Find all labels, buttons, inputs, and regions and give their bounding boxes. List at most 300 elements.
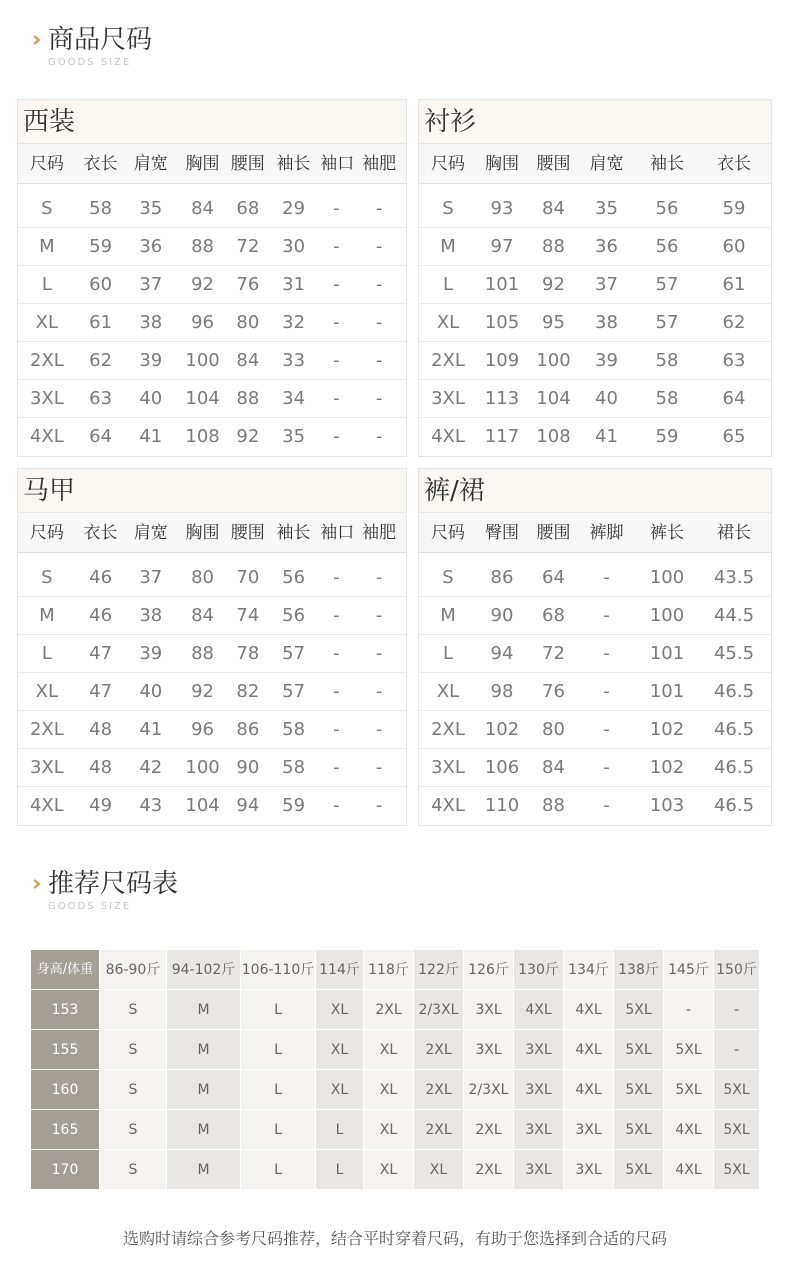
table-cell: 104 bbox=[536, 388, 571, 409]
size-table-pants-skirt bbox=[418, 468, 772, 826]
column-header: 肩宽 bbox=[133, 523, 168, 543]
table-cell: - bbox=[333, 274, 340, 295]
size-cell: 4XL bbox=[664, 1150, 714, 1190]
table-cell: - bbox=[375, 757, 383, 778]
column-header: 臀围 bbox=[485, 523, 519, 543]
table-cell: 100 bbox=[649, 567, 685, 588]
table-cell: - bbox=[603, 719, 610, 740]
table-cell: - bbox=[333, 795, 340, 816]
table-cell: 113 bbox=[484, 388, 520, 409]
table-cell: 68 bbox=[236, 198, 260, 219]
table-cell: 49 bbox=[89, 795, 113, 816]
table-cell: 41 bbox=[595, 426, 618, 447]
size-cell: 2XL bbox=[414, 1070, 464, 1110]
table-cell: 84 bbox=[542, 198, 565, 219]
table-cell: 35 bbox=[595, 198, 618, 219]
table-cell: 30 bbox=[282, 236, 306, 257]
size-cell: 5XL bbox=[664, 1030, 714, 1070]
table-cell: 101 bbox=[649, 643, 685, 664]
table-cell: - bbox=[333, 719, 340, 740]
table-cell: 56 bbox=[282, 567, 306, 588]
table-cell: - bbox=[603, 681, 610, 702]
height-header: 155 bbox=[31, 1030, 100, 1070]
column-header: 裤长 bbox=[650, 523, 684, 543]
column-header: 尺码 bbox=[29, 154, 64, 174]
table-cell: 104 bbox=[185, 795, 220, 816]
size-cell: - bbox=[714, 1030, 760, 1070]
table-cell: 29 bbox=[282, 198, 306, 219]
size-cell: M bbox=[167, 1030, 241, 1070]
table-cell: 92 bbox=[191, 681, 214, 702]
size-cell: XL bbox=[316, 990, 364, 1030]
table-cell: 90 bbox=[490, 605, 514, 626]
table-cell: - bbox=[375, 388, 383, 409]
table-header-row bbox=[18, 144, 406, 184]
column-header: 袖肥 bbox=[362, 523, 397, 543]
size-cell: XL bbox=[316, 1070, 364, 1110]
table-cell: 38 bbox=[139, 605, 163, 626]
table-cell: 57 bbox=[655, 312, 679, 333]
table-row bbox=[419, 597, 771, 635]
table-cell: M bbox=[440, 236, 456, 257]
table-cell: XL bbox=[35, 681, 59, 702]
table-cell: 97 bbox=[490, 236, 514, 257]
table-cell: 68 bbox=[542, 605, 565, 626]
table-cell: 39 bbox=[139, 350, 163, 371]
section-subtitle: GOODS SIZE bbox=[48, 57, 132, 68]
table-cell: 96 bbox=[191, 312, 214, 333]
size-cell: 4XL bbox=[664, 1110, 714, 1150]
table-cell: 64 bbox=[722, 388, 746, 409]
table-row bbox=[419, 673, 771, 711]
chevron-right-icon bbox=[30, 877, 44, 891]
table-cell: 43.5 bbox=[713, 567, 755, 588]
table-cell: S bbox=[442, 198, 454, 219]
size-cell: 5XL bbox=[714, 1070, 760, 1110]
height-header: 153 bbox=[31, 990, 100, 1030]
table-cell: 35 bbox=[282, 426, 306, 447]
table-cell: 48 bbox=[89, 757, 113, 778]
table-cell: 58 bbox=[282, 719, 306, 740]
table-row bbox=[18, 787, 406, 825]
table-row bbox=[18, 266, 406, 304]
column-header: 肩宽 bbox=[589, 154, 624, 174]
table-cell: - bbox=[603, 795, 610, 816]
column-header: 胸围 bbox=[485, 154, 519, 174]
table-title: 衬衫 bbox=[419, 100, 771, 144]
size-cell: S bbox=[100, 1150, 167, 1190]
table-cell: S bbox=[41, 567, 53, 588]
size-cell: 3XL bbox=[514, 1030, 564, 1070]
table-cell: 59 bbox=[89, 236, 113, 257]
table-cell: 88 bbox=[236, 388, 260, 409]
table-cell: - bbox=[333, 643, 340, 664]
size-cell: S bbox=[100, 990, 167, 1030]
table-row bbox=[419, 190, 771, 228]
table-cell: 63 bbox=[89, 388, 113, 409]
table-cell: 102 bbox=[649, 719, 685, 740]
table-body bbox=[18, 184, 406, 456]
weight-header: 118斤 bbox=[364, 950, 414, 990]
table-cell: 48 bbox=[89, 719, 113, 740]
weight-header: 150斤 bbox=[714, 950, 760, 990]
recommend-size-table bbox=[31, 950, 760, 1190]
size-cell: XL bbox=[364, 1150, 414, 1190]
table-cell: - bbox=[333, 681, 340, 702]
table-cell: 100 bbox=[536, 350, 571, 371]
column-header: 袖肥 bbox=[362, 154, 397, 174]
table-row bbox=[419, 749, 771, 787]
size-cell: 3XL bbox=[514, 1150, 564, 1190]
table-cell: 108 bbox=[536, 426, 571, 447]
weight-header: 86-90斤 bbox=[100, 950, 167, 990]
table-cell: 4XL bbox=[29, 795, 64, 816]
table-cell: - bbox=[375, 567, 383, 588]
table-cell: 88 bbox=[191, 236, 214, 257]
column-header: 尺码 bbox=[431, 154, 465, 174]
weight-header: 145斤 bbox=[664, 950, 714, 990]
table-cell: 78 bbox=[236, 643, 260, 664]
table-cell: 60 bbox=[722, 236, 746, 257]
size-cell: L bbox=[241, 1110, 316, 1150]
table-cell: 57 bbox=[655, 274, 679, 295]
table-cell: - bbox=[375, 795, 383, 816]
table-row bbox=[419, 380, 771, 418]
table-cell: 102 bbox=[649, 757, 685, 778]
column-header: 腰围 bbox=[536, 154, 571, 174]
size-cell: XL bbox=[364, 1070, 414, 1110]
table-cell: - bbox=[333, 426, 340, 447]
size-cell: 3XL bbox=[514, 1070, 564, 1110]
size-cell: XL bbox=[364, 1030, 414, 1070]
weight-header: 114斤 bbox=[316, 950, 364, 990]
size-cell: XL bbox=[414, 1150, 464, 1190]
table-cell: 74 bbox=[236, 605, 260, 626]
table-title: 马甲 bbox=[18, 469, 406, 513]
section-title: 推荐尺码表 bbox=[48, 869, 179, 899]
recommend-row bbox=[31, 1150, 760, 1190]
column-header: 腰围 bbox=[536, 523, 571, 543]
table-cell: 46.5 bbox=[713, 795, 755, 816]
table-cell: - bbox=[603, 605, 610, 626]
weight-header: 138斤 bbox=[614, 950, 664, 990]
table-row bbox=[18, 228, 406, 266]
table-cell: 41 bbox=[139, 426, 163, 447]
table-cell: L bbox=[41, 274, 52, 295]
column-header: 裤脚 bbox=[589, 523, 624, 543]
column-header: 腰围 bbox=[230, 523, 265, 543]
table-row bbox=[18, 673, 406, 711]
table-cell: 95 bbox=[542, 312, 565, 333]
table-cell: 60 bbox=[89, 274, 113, 295]
table-cell: 100 bbox=[185, 350, 220, 371]
table-cell: 40 bbox=[139, 681, 163, 702]
size-cell: 3XL bbox=[564, 1150, 614, 1190]
table-cell: 105 bbox=[484, 312, 520, 333]
table-cell: 46 bbox=[89, 567, 113, 588]
table-cell: 84 bbox=[236, 350, 260, 371]
table-cell: 58 bbox=[89, 198, 113, 219]
table-row bbox=[419, 635, 771, 673]
table-row bbox=[18, 749, 406, 787]
table-cell: 4XL bbox=[431, 426, 465, 447]
table-cell: - bbox=[375, 312, 383, 333]
size-cell: 2/3XL bbox=[414, 990, 464, 1030]
column-header: 袖长 bbox=[650, 154, 684, 174]
table-cell: - bbox=[375, 274, 383, 295]
table-cell: 58 bbox=[655, 350, 679, 371]
size-cell: L bbox=[316, 1110, 364, 1150]
table-cell: 31 bbox=[282, 274, 306, 295]
table-cell: 32 bbox=[282, 312, 306, 333]
table-cell: 104 bbox=[185, 388, 220, 409]
table-cell: - bbox=[375, 198, 383, 219]
table-cell: - bbox=[333, 388, 340, 409]
size-table-vest bbox=[17, 468, 407, 826]
table-cell: 33 bbox=[282, 350, 306, 371]
table-title: 裤/裙 bbox=[419, 469, 771, 513]
size-cell: - bbox=[664, 990, 714, 1030]
table-cell: 64 bbox=[542, 567, 565, 588]
size-cell: 4XL bbox=[564, 1070, 614, 1110]
section-subtitle: GOODS SIZE bbox=[48, 901, 132, 912]
table-cell: 43 bbox=[139, 795, 163, 816]
table-cell: - bbox=[375, 350, 383, 371]
weight-header: 134斤 bbox=[564, 950, 614, 990]
table-cell: 109 bbox=[484, 350, 520, 371]
table-cell: 37 bbox=[139, 567, 163, 588]
size-cell: L bbox=[241, 990, 316, 1030]
size-cell: 5XL bbox=[614, 1150, 664, 1190]
table-cell: - bbox=[333, 350, 340, 371]
column-header: 衣长 bbox=[717, 154, 751, 174]
table-cell: 58 bbox=[655, 388, 679, 409]
table-cell: XL bbox=[436, 312, 460, 333]
table-cell: 88 bbox=[542, 795, 565, 816]
recommend-row bbox=[31, 1110, 760, 1150]
table-cell: 37 bbox=[595, 274, 618, 295]
size-cell: S bbox=[100, 1110, 167, 1150]
table-cell: 56 bbox=[282, 605, 306, 626]
table-cell: M bbox=[39, 605, 55, 626]
column-header: 尺码 bbox=[29, 523, 64, 543]
table-cell: 57 bbox=[282, 643, 306, 664]
size-cell: 2XL bbox=[464, 1110, 514, 1150]
recommend-row bbox=[31, 1030, 760, 1070]
table-cell: - bbox=[333, 567, 340, 588]
table-row bbox=[419, 787, 771, 825]
table-cell: 46.5 bbox=[713, 681, 755, 702]
table-cell: 82 bbox=[236, 681, 260, 702]
size-table-shirt bbox=[418, 99, 772, 457]
table-cell: 106 bbox=[484, 757, 520, 778]
table-cell: 72 bbox=[542, 643, 565, 664]
table-cell: 4XL bbox=[29, 426, 64, 447]
table-cell: 84 bbox=[542, 757, 565, 778]
weight-header: 94-102斤 bbox=[167, 950, 241, 990]
size-cell: 2XL bbox=[364, 990, 414, 1030]
weight-header: 130斤 bbox=[514, 950, 564, 990]
weight-header: 122斤 bbox=[414, 950, 464, 990]
column-header: 袖长 bbox=[276, 154, 311, 174]
table-cell: L bbox=[442, 274, 454, 295]
table-cell: 47 bbox=[89, 681, 113, 702]
table-cell: 70 bbox=[236, 567, 260, 588]
table-cell: 42 bbox=[139, 757, 163, 778]
table-cell: 56 bbox=[655, 198, 679, 219]
column-header: 袖长 bbox=[276, 523, 311, 543]
table-header-row bbox=[18, 513, 406, 553]
table-cell: 38 bbox=[139, 312, 163, 333]
table-cell: 80 bbox=[236, 312, 260, 333]
table-cell: 46.5 bbox=[713, 719, 755, 740]
table-cell: 4XL bbox=[431, 795, 465, 816]
size-cell: S bbox=[100, 1070, 167, 1110]
table-cell: - bbox=[375, 719, 383, 740]
table-cell: S bbox=[442, 567, 454, 588]
column-header: 衣长 bbox=[83, 154, 118, 174]
size-cell: S bbox=[100, 1030, 167, 1070]
table-cell: L bbox=[442, 643, 454, 664]
table-header-row bbox=[419, 144, 771, 184]
table-cell: M bbox=[440, 605, 456, 626]
chevron-right-icon bbox=[30, 33, 44, 47]
table-cell: 94 bbox=[490, 643, 514, 664]
table-cell: 84 bbox=[191, 605, 214, 626]
recommend-row bbox=[31, 990, 760, 1030]
table-cell: 100 bbox=[649, 605, 685, 626]
table-cell: 102 bbox=[484, 719, 520, 740]
size-cell: 3XL bbox=[564, 1110, 614, 1150]
table-cell: 40 bbox=[595, 388, 618, 409]
table-cell: 61 bbox=[722, 274, 746, 295]
table-row bbox=[18, 711, 406, 749]
table-cell: 2XL bbox=[431, 350, 465, 371]
table-cell: 86 bbox=[236, 719, 260, 740]
size-cell: 3XL bbox=[464, 990, 514, 1030]
table-cell: 80 bbox=[191, 567, 214, 588]
table-cell: 93 bbox=[490, 198, 514, 219]
table-row bbox=[419, 266, 771, 304]
table-cell: 64 bbox=[89, 426, 113, 447]
table-cell: 100 bbox=[185, 757, 220, 778]
table-row bbox=[18, 380, 406, 418]
table-cell: 76 bbox=[236, 274, 260, 295]
table-cell: 62 bbox=[722, 312, 746, 333]
table-cell: - bbox=[375, 681, 383, 702]
table-cell: M bbox=[39, 236, 55, 257]
size-cell: 3XL bbox=[464, 1030, 514, 1070]
table-cell: 46 bbox=[89, 605, 113, 626]
table-cell: 86 bbox=[490, 567, 514, 588]
table-cell: 84 bbox=[191, 198, 214, 219]
table-cell: 56 bbox=[655, 236, 679, 257]
table-cell: 88 bbox=[191, 643, 214, 664]
table-row bbox=[18, 559, 406, 597]
table-cell: 3XL bbox=[431, 757, 465, 778]
size-cell: 5XL bbox=[664, 1070, 714, 1110]
size-cell: M bbox=[167, 1150, 241, 1190]
table-cell: 65 bbox=[722, 426, 746, 447]
table-cell: 92 bbox=[191, 274, 214, 295]
size-cell: L bbox=[241, 1150, 316, 1190]
table-cell: - bbox=[603, 757, 610, 778]
table-cell: 44.5 bbox=[713, 605, 755, 626]
size-cell: 5XL bbox=[614, 990, 664, 1030]
table-cell: 108 bbox=[185, 426, 220, 447]
table-cell: L bbox=[41, 643, 52, 664]
table-cell: 96 bbox=[191, 719, 214, 740]
size-cell: 4XL bbox=[564, 1030, 614, 1070]
table-row bbox=[419, 304, 771, 342]
table-cell: 40 bbox=[139, 388, 163, 409]
table-cell: 61 bbox=[89, 312, 113, 333]
table-cell: - bbox=[375, 643, 383, 664]
table-cell: 101 bbox=[484, 274, 520, 295]
size-cell: 4XL bbox=[514, 990, 564, 1030]
table-cell: 80 bbox=[542, 719, 565, 740]
size-cell: 5XL bbox=[614, 1030, 664, 1070]
table-cell: 98 bbox=[490, 681, 514, 702]
size-cell: L bbox=[241, 1030, 316, 1070]
table-cell: - bbox=[375, 605, 383, 626]
size-cell: M bbox=[167, 1070, 241, 1110]
table-cell: - bbox=[333, 312, 340, 333]
table-cell: - bbox=[603, 567, 610, 588]
table-body bbox=[18, 553, 406, 825]
table-cell: 101 bbox=[649, 681, 685, 702]
table-cell: 62 bbox=[89, 350, 113, 371]
table-cell: 36 bbox=[595, 236, 618, 257]
table-body bbox=[419, 184, 771, 456]
size-cell: 5XL bbox=[614, 1070, 664, 1110]
table-cell: 103 bbox=[649, 795, 685, 816]
table-row bbox=[419, 559, 771, 597]
table-row bbox=[18, 190, 406, 228]
table-cell: 94 bbox=[236, 795, 260, 816]
table-cell: 57 bbox=[282, 681, 306, 702]
table-cell: 2XL bbox=[431, 719, 465, 740]
size-cell: 2/3XL bbox=[464, 1070, 514, 1110]
size-cell: - bbox=[714, 990, 760, 1030]
table-cell: S bbox=[41, 198, 53, 219]
recommend-row bbox=[31, 1070, 760, 1110]
height-header: 160 bbox=[31, 1070, 100, 1110]
size-table-suit bbox=[17, 99, 407, 457]
table-cell: 3XL bbox=[29, 388, 64, 409]
table-cell: XL bbox=[35, 312, 59, 333]
table-cell: 34 bbox=[282, 388, 306, 409]
size-cell: L bbox=[241, 1070, 316, 1110]
size-cell: 5XL bbox=[614, 1110, 664, 1150]
column-header: 肩宽 bbox=[133, 154, 168, 174]
table-cell: - bbox=[333, 605, 340, 626]
table-cell: 47 bbox=[89, 643, 113, 664]
table-cell: 35 bbox=[139, 198, 163, 219]
table-cell: 39 bbox=[139, 643, 163, 664]
table-cell: - bbox=[375, 426, 383, 447]
column-header: 腰围 bbox=[230, 154, 265, 174]
size-cell: M bbox=[167, 990, 241, 1030]
table-cell: 2XL bbox=[29, 719, 64, 740]
table-cell: 58 bbox=[282, 757, 306, 778]
table-cell: 41 bbox=[139, 719, 163, 740]
recommend-header-row bbox=[31, 950, 760, 990]
table-row bbox=[18, 418, 406, 456]
size-cell: XL bbox=[364, 1110, 414, 1150]
table-cell: 39 bbox=[595, 350, 618, 371]
table-cell: 45.5 bbox=[713, 643, 755, 664]
